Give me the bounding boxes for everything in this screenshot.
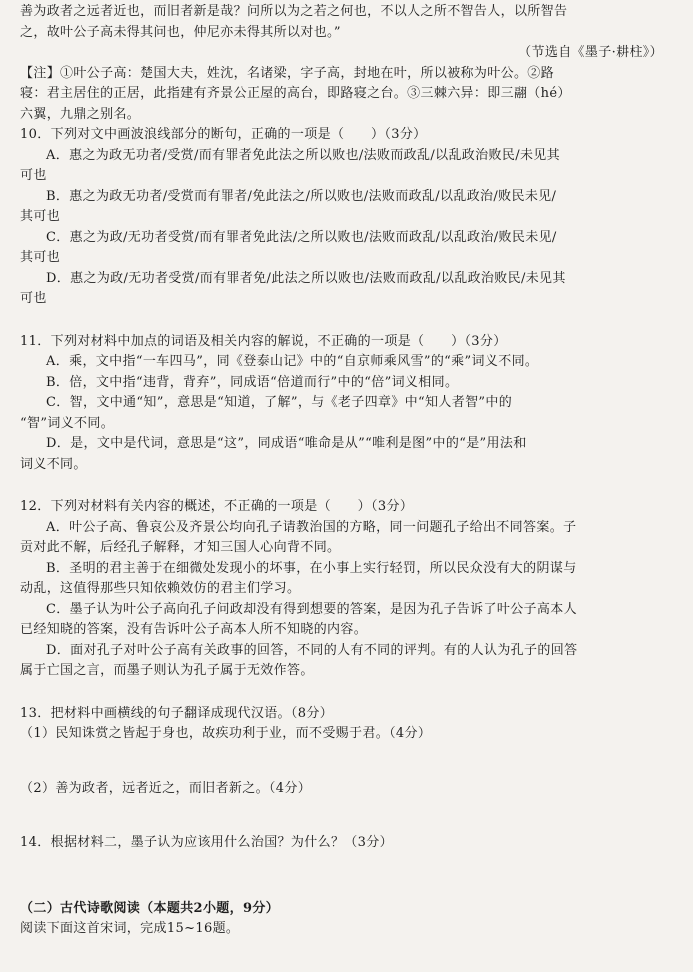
option-d: D．是，文中是代词，意思是“这”，同成语“唯命是从”“唯利是图”中的“是”用法和 <box>46 436 527 451</box>
question-stem: 13．把材料中画横线的句子翻译成现代汉语。（8分） <box>20 705 334 721</box>
option-c: C．惠之为政/无功者受赏/而有罪者免此法/之所以败也/法败而政乱/以乱政治/败民未见/ <box>46 229 557 245</box>
option-c: C．智，文中通“知”，意思是“知道，了解”，与《老子四章》中“知人者智”中的 <box>46 395 513 410</box>
note-line: 【注】①叶公子高：楚国大夫，姓沈，名诸梁，字子高，封地在叶，所以被称为叶公。②路 <box>20 65 555 81</box>
subquestion-2: （2）善为政者，远者近之，而旧者新之。（4分） <box>20 780 312 796</box>
question-stem: 12．下列对材料有关内容的概述，不正确的一项是（ ）（3分） <box>20 499 414 514</box>
option-a-cont: 贡对此不解，后经孔子解释，才知三国人心向背不同。 <box>20 540 341 555</box>
option-a-cont: 可也 <box>20 168 47 183</box>
option-c: C．墨子认为叶公子高向孔子问政却没有得到想要的答案，是因为孔子告诉了叶公子高本人 <box>46 601 577 617</box>
annotation-note <box>20 64 667 126</box>
option-d-cont: 词义不同。 <box>20 456 87 472</box>
subquestion-1: （1）民知诛赏之皆起于身也，故疾功利于业，而不受赐于君。（4分） <box>20 726 432 741</box>
passage-block <box>20 2 667 64</box>
option-c-cont: 已经知晓的答案，没有告诉叶公子高本人所不知晓的内容。 <box>20 622 368 637</box>
question-stem: 14．根据材料二，墨子认为应该用什么治国？为什么？（3分） <box>20 835 393 850</box>
option-d: D．惠之为政/无功者受赏/而有罪者免/此法之所以败也/法败而政乱/以乱政治败民/未见其 <box>46 270 566 286</box>
question-stem: 11．下列对材料中加点的词语及相关内容的解说，不正确的一项是（ ）（3分） <box>20 333 507 349</box>
option-c-cont: “智”词义不同。 <box>20 415 115 431</box>
passage-line: 之，故叶公子高未得其问也，仲尼亦未得其所以对也。” <box>20 24 341 40</box>
section-intro: 阅读下面这首宋词，完成15~16题。 <box>20 921 240 936</box>
option-d-cont: 可也 <box>20 291 47 306</box>
question-10 <box>20 125 667 310</box>
question-13 <box>20 704 667 800</box>
option-b-cont: 动乱，这值得那些只知依赖效仿的君主们学习。 <box>20 581 301 596</box>
option-b: B．圣明的君主善于在细微处发现小的坏事，在小事上实行轻罚，所以民众没有大的阴谋与 <box>46 560 577 576</box>
option-b-cont: 其可也 <box>20 209 61 224</box>
source-citation: （节选自《墨子·耕柱》） <box>518 45 663 60</box>
section-title: （二）古代诗歌阅读（本题共2小题，9分） <box>20 900 280 916</box>
question-11 <box>20 332 667 476</box>
option-a: A．惠之为政无功者/受赏/而有罪者免此法之所以败也/法败而政乱/以乱政治败民/未见其 <box>46 147 560 163</box>
option-a: A．叶公子高、鲁哀公及齐景公均向孔子请教治国的方略，同一问题孔子给出不同答案。子 <box>46 519 577 535</box>
option-d-cont: 属于亡国之言，而墨子则认为孔子属于无效作答。 <box>20 663 314 678</box>
section-ancient-poetry <box>20 899 667 940</box>
option-b: B．惠之为政无功者/受赏而有罪者/免此法之/所以败也/法败而政乱/以乱政治/败民未见/ <box>46 188 557 204</box>
passage-line: 善为政者之远者近也，而旧者新是哉？问所以为之若之何也，不以人之所不智告人，以所智告 <box>20 4 568 19</box>
option-a: A．乘，文中指“一车四马”，同《登泰山记》中的“自京师乘风雪”的“乘”词义不同。 <box>46 354 539 369</box>
question-stem: 10．下列对文中画波浪线部分的断句，正确的一项是（ ）（3分） <box>20 127 427 142</box>
option-b: B．倍，文中指“违背，背弃”，同成语“倍道而行”中的“倍”词义相同。 <box>46 374 459 390</box>
note-line: 六翼，九鼎之别名。 <box>20 106 141 122</box>
option-d: D．面对孔子对叶公子高有关政事的回答，不同的人有不同的评判。有的人认为孔子的回答 <box>46 642 578 658</box>
note-line: 寝：君主居住的正居，此指建有齐景公正屋的高台，即路寝之台。③三棘六异：即三翮（hé） <box>20 86 571 101</box>
question-12 <box>20 497 667 682</box>
question-14 <box>20 833 667 854</box>
option-c-cont: 其可也 <box>20 250 61 265</box>
